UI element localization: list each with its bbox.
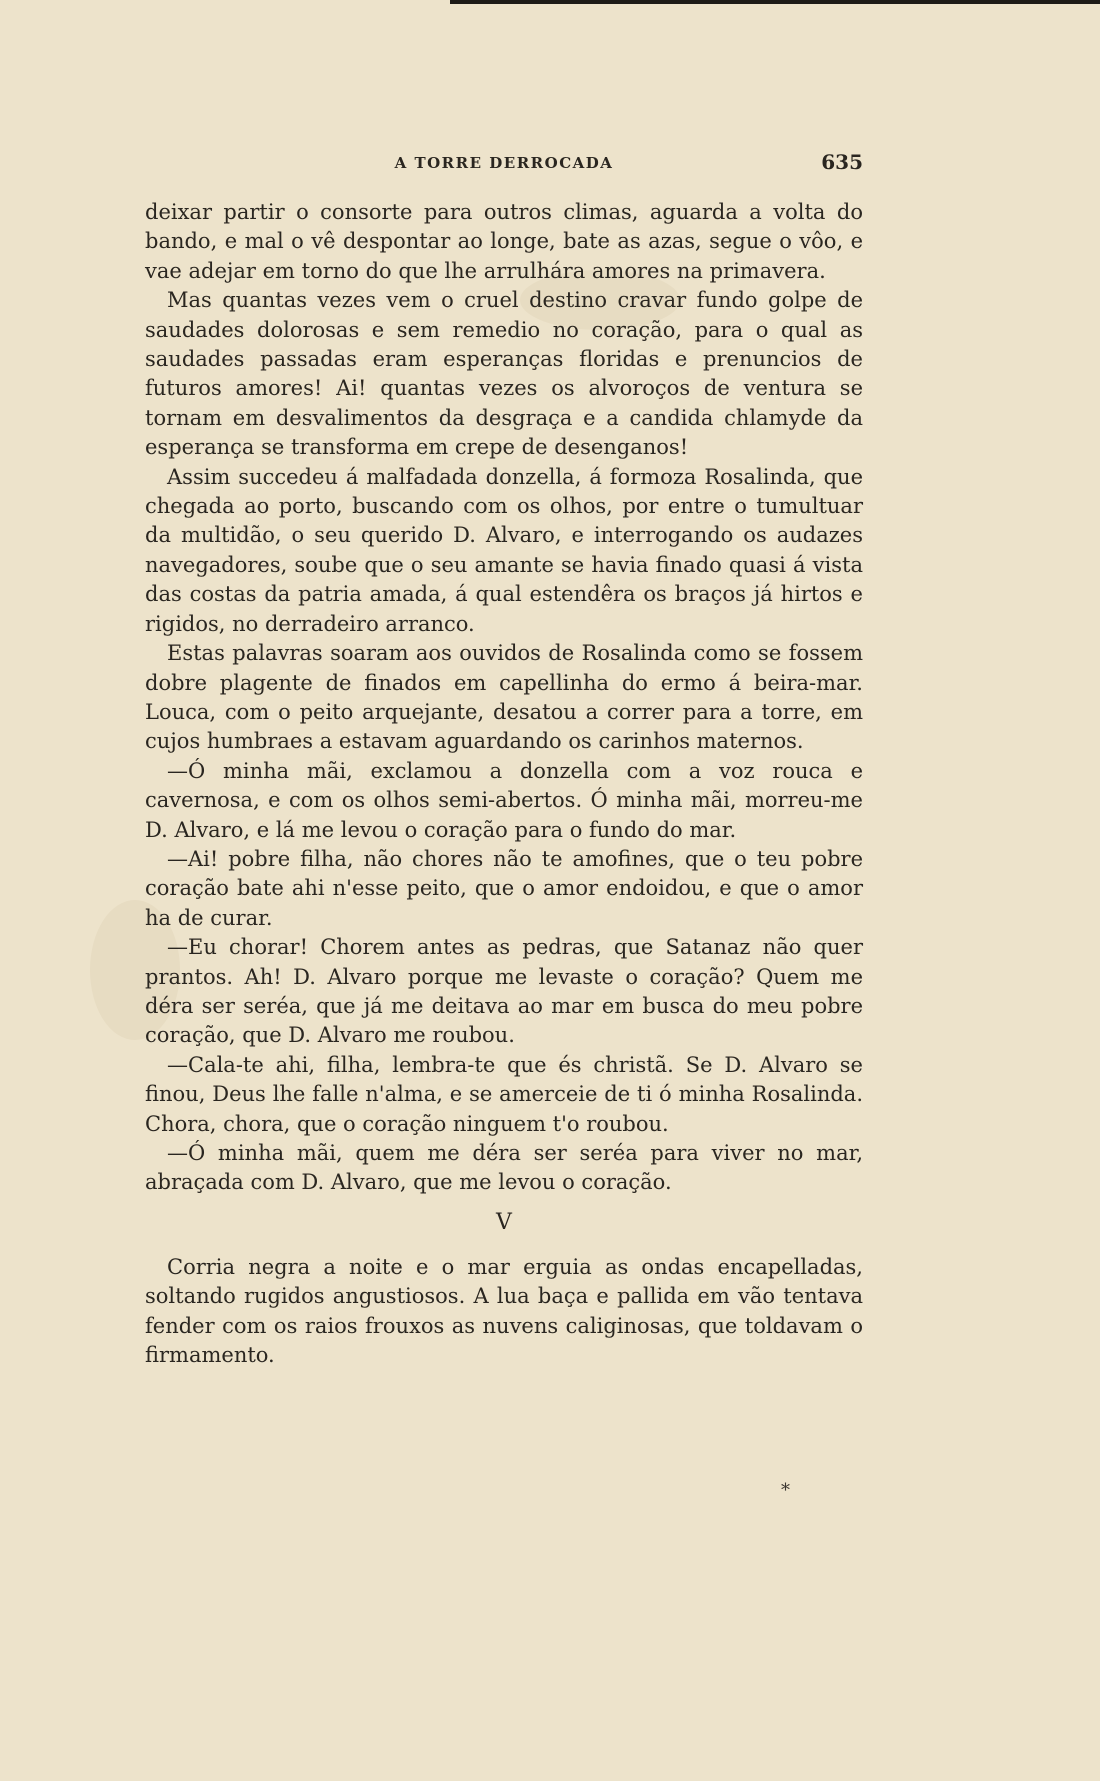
paragraph: Mas quantas vezes vem o cruel destino cravar fundo golpe de saudades dolorosas e sem remedio no coração, para o qual as saudades passadas eram esperanças floridas e prenuncios de futuros amores! Ai! quantas vezes os alvoroços de ventura se tornam em desvalimentos da desgraça e a candida chlamyde da esperança se transforma em crepe de desenganos! xyxy=(145,288,863,460)
ornament-asterisk: * xyxy=(781,1480,790,1501)
paragraph: Assim succedeu á malfadada donzella, á formoza Rosalinda, que chegada ao porto, buscando com os olhos, por entre o tumultuar da multidão, o seu querido D. Alvaro, e interrogando os audazes navegadores, soube que o seu amante se havia finado quasi á vista das costas da patria amada, á qual estendêra os braços já hirtos e rigidos, no derradeiro arranco. xyxy=(145,464,863,636)
paragraph: Estas palavras soaram aos ouvidos de Rosalinda como se fossem dobre plagente de finados em capellinha do ermo á beira-mar. Louca, com o peito arquejante, desatou a correr para a torre, em cujos humbraes a estavam aguardando os carinhos maternos. xyxy=(145,641,863,754)
top-edge-rule xyxy=(450,0,1100,4)
page-header xyxy=(145,140,863,174)
body-text xyxy=(145,198,863,1370)
dialogue-paragraph: —Ai! pobre filha, não chores não te amofines, que o teu pobre coração bate ahi n'esse peito, que o amor endoidou, e que o amor ha de curar. xyxy=(145,846,863,930)
dialogue-paragraph: —Eu chorar! Chorem antes as pedras, que Satanaz não quer prantos. Ah! D. Alvaro porque me levaste o coração? Quem me déra ser seréa, que já me deitava ao mar em busca do meu pobre coração, que D. Alvaro me roubou. xyxy=(145,935,863,1048)
dialogue-paragraph: —Ó minha mãi, exclamou a donzella com a voz rouca e cavernosa, e com os olhos semi-abertos. Ó minha mãi, morreu-me D. Alvaro, e lá me levou o coração para o fundo do mar. xyxy=(145,758,863,842)
dialogue-paragraph: —Cala-te ahi, filha, lembra-te que és christã. Se D. Alvaro se finou, Deus lhe falle n'alma, e se amerceie de ti ó minha Rosalinda. Chora, chora, que o coração ninguem t'o roubou. xyxy=(145,1052,863,1136)
paragraph: deixar partir o consorte para outros climas, aguarda a volta do bando, e mal o vê despontar ao longe, bate as azas, segue o vôo, e vae adejar em torno do que lhe arrulhára amores na primavera. xyxy=(145,200,863,283)
running-title: A TORRE DERROCADA xyxy=(394,154,614,172)
book-page xyxy=(145,140,863,1370)
page-number: 635 xyxy=(821,150,863,174)
dialogue-paragraph: —Ó minha mãi, quem me déra ser seréa para viver no mar, abraçada com D. Alvaro, que me levou o coração. xyxy=(145,1141,863,1195)
paragraph: Corria negra a noite e o mar erguia as ondas encapelladas, soltando rugidos angustiosos. A lua baça e pallida em vão tentava fender com os raios frouxos as nuvens caliginosas, que toldavam o firmamento. xyxy=(145,1254,863,1368)
section-heading: V xyxy=(496,1209,512,1235)
